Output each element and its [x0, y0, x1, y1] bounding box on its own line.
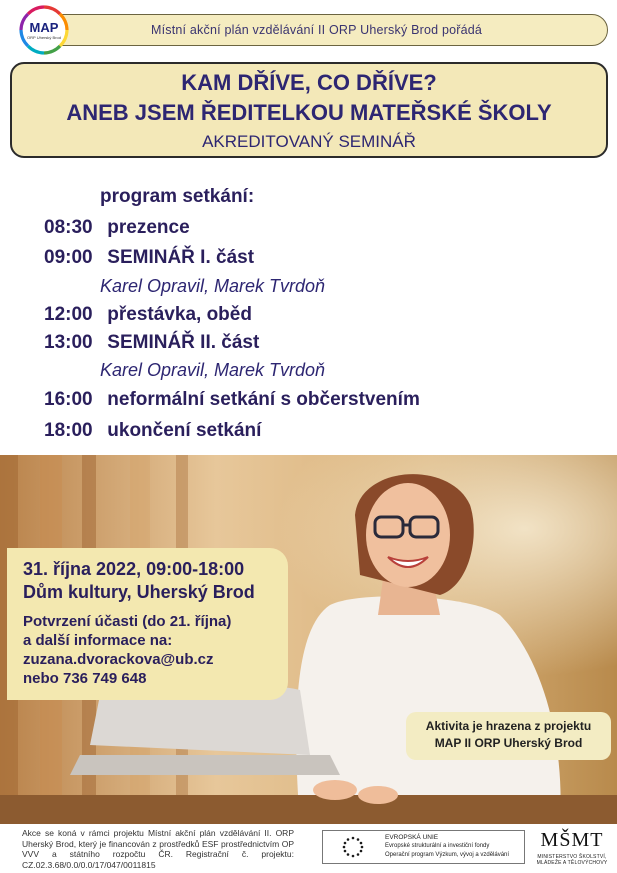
program-label: přestávka, oběd — [107, 304, 252, 325]
msmt-logo-icon: MŠMT — [540, 829, 604, 851]
program-item — [44, 247, 254, 269]
program-item — [44, 217, 190, 239]
header-bar — [20, 14, 608, 46]
title-box — [10, 62, 608, 158]
eu-logo-box — [322, 830, 525, 864]
event-date: 31. října 2022, 09:00-18:00 — [23, 559, 245, 579]
program-speakers: Karel Opravil, Marek Tvrdoň — [100, 276, 326, 296]
footer-text: Akce se koná v rámci projektu Místní akční plán vzdělávání II. ORP Uherský Brod, který je financován z prostředků ESF prostřednictvím OP VVV a státního rozpočtu ČR. Registrační č. projektu: CZ.02.3.68/0.0/0.0/17/047/0011815 — [22, 828, 294, 870]
msmt-text: MINISTERSTVO ŠKOLSTVÍ, MLÁDEŽE A TĚLOVÝCHOVY — [536, 854, 608, 866]
program-item — [44, 304, 252, 326]
program-speakers: Karel Opravil, Marek Tvrdoň — [100, 360, 326, 380]
program-time: 12:00 — [44, 304, 93, 325]
title-line-2: ANEB JSEM ŘEDITELKOU MATEŘSKÉ ŠKOLY — [66, 100, 552, 125]
event-place: Dům kultury, Uherský Brod — [23, 582, 255, 602]
program-time: 08:30 — [44, 217, 93, 238]
program-label: prezence — [107, 217, 190, 238]
program-label: ukončení setkání — [107, 420, 262, 441]
eu-flag-icon — [327, 834, 379, 860]
map-logo-icon — [18, 4, 70, 56]
funding-note — [406, 712, 611, 760]
program-label: neformální setkání s občerstvením — [107, 389, 420, 410]
program-time: 09:00 — [44, 247, 93, 268]
program-item — [44, 420, 261, 442]
title-line-1: KAM DŘÍVE, CO DŘÍVE? — [181, 70, 437, 95]
program-time: 18:00 — [44, 420, 93, 441]
logo-subtext: ORP Uherský Brod — [27, 35, 61, 40]
program-time: 16:00 — [44, 389, 93, 410]
header-text: Místní akční plán vzdělávání II ORP Uherský Brod pořádá — [151, 23, 483, 37]
program-label: SEMINÁŘ II. část — [107, 332, 260, 353]
eu-line-1: EVROPSKÁ UNIE — [385, 834, 439, 841]
program-label: SEMINÁŘ I. část — [107, 247, 255, 268]
event-info-panel — [7, 548, 288, 700]
program-time: 13:00 — [44, 332, 93, 353]
funding-line-1: Aktivita je hrazena z projektu — [425, 719, 592, 733]
msmt-logo — [532, 827, 612, 869]
contact-email[interactable]: zuzana.dvorackova@ub.cz — [23, 651, 214, 668]
eu-line-2: Evropské strukturální a investiční fondy — [385, 843, 490, 849]
eu-line-3: Operační program Výzkum, vývoj a vzdělávání — [385, 852, 510, 858]
funding-line-2: MAP II ORP Uherský Brod — [434, 736, 583, 750]
title-subtitle: AKREDITOVANÝ SEMINÁŘ — [202, 132, 416, 151]
program-heading: program setkání: — [100, 186, 255, 207]
program-item — [44, 332, 259, 354]
program-item — [44, 389, 420, 411]
confirm-text-2: a další informace na: — [23, 632, 173, 649]
contact-phone[interactable]: nebo 736 749 648 — [23, 670, 147, 687]
logo-text: MAP — [29, 20, 59, 35]
confirm-text-1: Potvrzení účasti (do 21. října) — [23, 613, 232, 630]
